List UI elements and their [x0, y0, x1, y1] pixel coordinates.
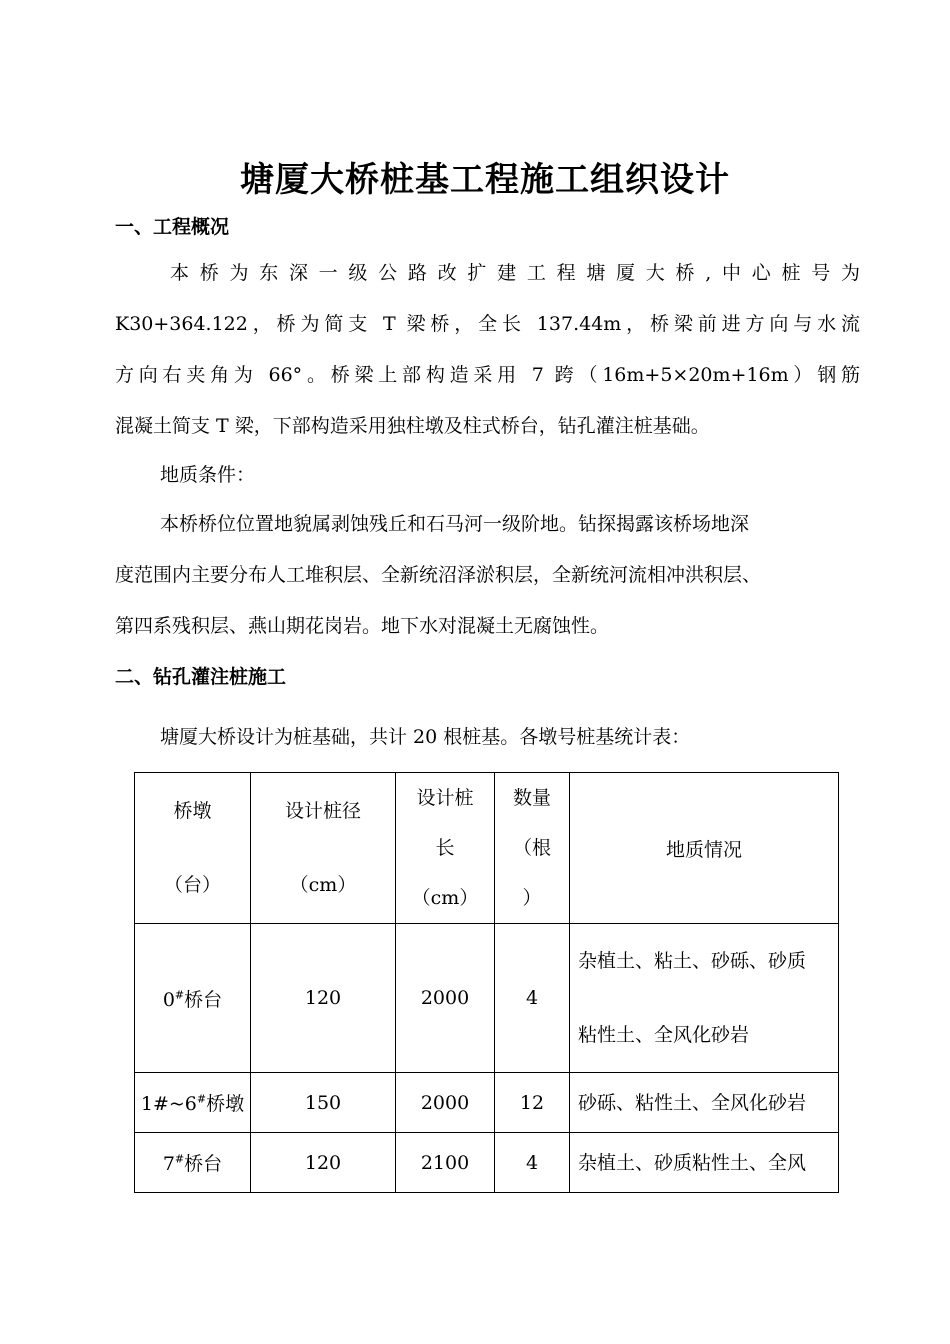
header-length: 设计桩 长 （cm）: [396, 773, 495, 924]
table-row: [135, 924, 839, 1073]
header-geology: 地质情况: [570, 773, 839, 924]
overview-paragraph: [115, 248, 860, 452]
table-row: [135, 1133, 839, 1193]
cell-pier: 0#桥台: [135, 924, 251, 1073]
document-title: 塘厦大桥桩基工程施工组织设计: [240, 160, 730, 200]
cell-count: 4: [495, 924, 570, 1073]
paragraph-line: 本桥为东深一级公路改扩建工程塘厦大桥,中心桩号为: [170, 262, 860, 284]
paragraph-line: 混凝土简支 T 梁，下部构造采用独柱墩及柱式桥台，钻孔灌注桩基础。: [115, 415, 710, 437]
paragraph-line: 方向右夹角为 66°。桥梁上部构造采用 7 跨（16m+5×20m+16m）钢筋: [115, 364, 860, 386]
cell-count: 12: [495, 1073, 570, 1133]
section-heading-piles: 二、钻孔灌注桩施工: [115, 666, 287, 688]
paragraph-line: 度范围内主要分布人工堆积层、全新统沼泽淤积层，全新统河流相冲洪积层、: [115, 564, 762, 586]
cell-length: 2000: [396, 924, 495, 1073]
section-heading-overview: 一、工程概况: [115, 216, 230, 238]
table-header-row: [135, 773, 839, 924]
cell-diameter: 120: [251, 1133, 396, 1193]
geology-label: 地质条件：: [160, 464, 256, 486]
pile-statistics-table: [134, 772, 839, 1193]
paragraph-line: 本桥桥位位置地貌属剥蚀残丘和石马河一级阶地。钻探揭露该桥场地深: [160, 513, 750, 535]
cell-count: 4: [495, 1133, 570, 1193]
cell-length: 2000: [396, 1073, 495, 1133]
paragraph-line: 第四系残积层、燕山期花岗岩。地下水对混凝土无腐蚀性。: [115, 615, 610, 637]
cell-geology: 杂植土、砂质粘性土、全风: [570, 1133, 839, 1193]
paragraph-line: K30+364.122，桥为简支 T 梁桥，全长 137.44m，桥梁前进方向与水流: [115, 313, 860, 335]
cell-length: 2100: [396, 1133, 495, 1193]
cell-geology: 杂植土、粘土、砂砾、砂质 粘性土、全风化砂岩: [570, 924, 839, 1073]
cell-geology: 砂砾、粘性土、全风化砂岩: [570, 1073, 839, 1133]
header-diameter: 设计桩径 （cm）: [251, 773, 396, 924]
cell-diameter: 150: [251, 1073, 396, 1133]
header-pier: 桥墩 （台）: [135, 773, 251, 924]
cell-diameter: 120: [251, 924, 396, 1073]
piles-intro: 塘厦大桥设计为桩基础，共计 20 根桩基。各墩号桩基统计表：: [160, 726, 691, 748]
cell-pier: 1#~6#桥墩: [135, 1073, 251, 1133]
table-row: [135, 1073, 839, 1133]
geology-paragraph: [115, 499, 860, 652]
cell-pier: 7#桥台: [135, 1133, 251, 1193]
header-count: 数量 （根 ）: [495, 773, 570, 924]
